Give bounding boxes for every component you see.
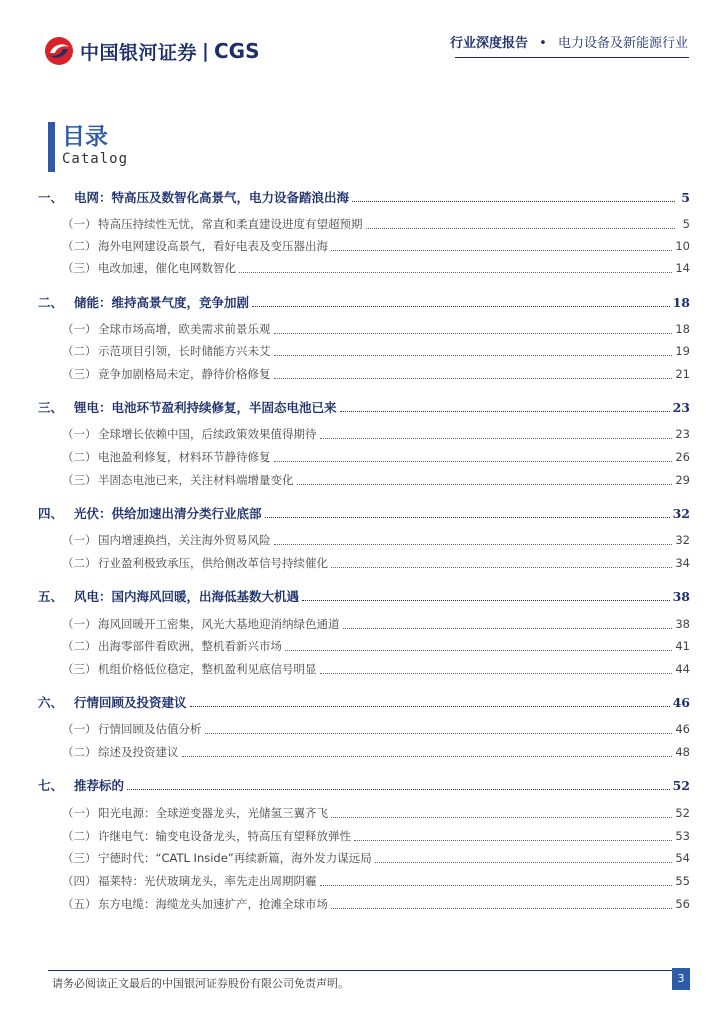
toc-leader-dots xyxy=(274,461,673,462)
toc-page-number: 53 xyxy=(675,829,690,843)
toc-title: 电网：特高压及数智化高景气，电力设备踏浪出海 xyxy=(74,190,350,205)
toc-page-number: 10 xyxy=(675,239,690,253)
toc-page-number: 48 xyxy=(675,745,690,759)
toc-section[interactable] xyxy=(38,504,690,522)
toc-page-number: 52 xyxy=(675,806,690,820)
toc-number: （三） xyxy=(62,473,97,487)
toc-number: （三） xyxy=(62,261,97,275)
header-divider xyxy=(455,57,689,58)
toc-subsection[interactable] xyxy=(38,260,690,276)
toc-title: 全球市场高增，欧美需求前景乐观 xyxy=(98,322,271,336)
toc-subsection[interactable] xyxy=(38,216,690,232)
toc-number: （一） xyxy=(62,322,97,336)
toc-title: 宁德时代：“CATL Inside”再续新篇，海外发力谋远局 xyxy=(98,851,372,865)
toc-section[interactable] xyxy=(38,188,690,206)
toc-number: （二） xyxy=(62,745,97,759)
toc-title: 海外电网建设高景气，看好电表及变压器出海 xyxy=(98,239,328,253)
toc-subsection[interactable] xyxy=(38,896,690,912)
toc-title: 储能：维持高景气度，竞争加剧 xyxy=(74,295,250,310)
toc-number: （三） xyxy=(62,662,97,676)
toc-title: 行业盈利极致承压，供给侧改革信号持续催化 xyxy=(98,556,328,570)
toc-page-number: 56 xyxy=(675,897,690,911)
toc-number: （一） xyxy=(62,533,97,547)
toc-title: 许继电气：输变电设备龙头，特高压有望释放弹性 xyxy=(98,829,351,843)
cgs-logo xyxy=(44,36,259,66)
toc-page-number: 38 xyxy=(672,589,690,604)
toc-section[interactable] xyxy=(38,587,690,605)
toc-page-number: 21 xyxy=(675,367,690,381)
toc-leader-dots xyxy=(354,840,672,841)
toc-page-number: 34 xyxy=(675,556,690,570)
brand-name: 中国银河证券 xyxy=(80,41,198,64)
toc-number: （二） xyxy=(62,450,97,464)
toc-page-number: 18 xyxy=(675,322,690,336)
toc-title: 电池盈利修复，材料环节静待修复 xyxy=(98,450,271,464)
toc-number: （一） xyxy=(62,427,97,441)
toc-subsection[interactable] xyxy=(38,366,690,382)
toc-leader-dots xyxy=(274,355,673,356)
toc-page-number: 41 xyxy=(675,639,690,653)
toc-number: （三） xyxy=(62,851,97,865)
toc-page-number: 19 xyxy=(675,344,690,358)
toc-title: 半固态电池已来，关注材料端增量变化 xyxy=(98,473,294,487)
toc-subsection[interactable] xyxy=(38,873,690,889)
toc-leader-dots xyxy=(320,885,673,886)
toc-subsection[interactable] xyxy=(38,744,690,760)
toc-number: 二、 xyxy=(38,295,64,310)
toc-leader-dots xyxy=(297,484,673,485)
brand-abbr: CGS xyxy=(213,39,260,63)
toc-number: （一） xyxy=(62,217,97,231)
toc-page-number: 54 xyxy=(675,851,690,865)
toc-leader-dots xyxy=(274,378,673,379)
toc-title: 出海零部件看欧洲，整机看新兴市场 xyxy=(98,639,282,653)
toc-leader-dots xyxy=(190,706,670,707)
toc-number: （三） xyxy=(62,367,97,381)
toc-title: 示范项目引领，长时储能方兴未艾 xyxy=(98,344,271,358)
toc-page-number: 38 xyxy=(675,617,690,631)
toc-leader-dots xyxy=(239,272,672,273)
cgs-logo-icon xyxy=(44,36,74,66)
toc-subsection[interactable] xyxy=(38,638,690,654)
page-header xyxy=(0,0,724,80)
toc-subsection[interactable] xyxy=(38,850,690,866)
toc-subsection[interactable] xyxy=(38,555,690,571)
disclaimer-text: 请务必阅读正文最后的中国银河证券股份有限公司免责声明。 xyxy=(52,977,349,990)
toc-page-number: 29 xyxy=(675,473,690,487)
toc-page-number: 26 xyxy=(675,450,690,464)
footer-divider xyxy=(48,970,688,971)
toc-page-number: 46 xyxy=(672,695,690,710)
toc-number: 六、 xyxy=(38,695,64,710)
toc-leader-dots xyxy=(320,673,673,674)
toc-title: 阳光电源：全球逆变器龙头，光储氢三翼齐飞 xyxy=(98,806,328,820)
toc-subsection[interactable] xyxy=(38,472,690,488)
toc-section[interactable] xyxy=(38,293,690,311)
page-number: 3 xyxy=(672,968,690,990)
toc-number: 五、 xyxy=(38,589,64,604)
toc-subsection[interactable] xyxy=(38,661,690,677)
toc-leader-dots xyxy=(352,201,675,202)
toc-subsection[interactable] xyxy=(38,238,690,254)
toc-page-number: 52 xyxy=(672,778,690,793)
toc-title: 竞争加剧格局未定，静待价格修复 xyxy=(98,367,271,381)
toc-leader-dots xyxy=(320,438,673,439)
toc-page-number: 23 xyxy=(675,427,690,441)
toc-section[interactable] xyxy=(38,693,690,711)
toc-leader-dots xyxy=(340,411,670,412)
toc-number: （二） xyxy=(62,239,97,253)
toc-section[interactable] xyxy=(38,776,690,794)
toc-title: 特高压持续性无忧，常直和柔直建设进度有望超预期 xyxy=(98,217,363,231)
brand-separator: | xyxy=(202,40,209,62)
toc-leader-dots xyxy=(375,862,673,863)
toc-leader-dots xyxy=(205,733,673,734)
toc-page-number: 32 xyxy=(675,533,690,547)
toc-leader-dots xyxy=(127,789,670,790)
toc-number: （二） xyxy=(62,344,97,358)
toc-page-number: 55 xyxy=(675,874,690,888)
toc-title: 行情回顾及估值分析 xyxy=(98,722,202,736)
catalog-accent-bar xyxy=(48,122,55,172)
catalog-title: 目录 xyxy=(62,123,108,150)
toc-title: 风电：国内海风回暖，出海低基数大机遇 xyxy=(74,589,300,604)
toc-number: 三、 xyxy=(38,400,64,415)
toc-subsection[interactable] xyxy=(38,426,690,442)
toc-title: 机组价格低位稳定，整机盈利见底信号明显 xyxy=(98,662,317,676)
toc-subsection[interactable] xyxy=(38,616,690,632)
toc-number: 四、 xyxy=(38,506,64,521)
toc-page-number: 5 xyxy=(682,217,690,231)
toc-subsection[interactable] xyxy=(38,721,690,737)
toc-number: （二） xyxy=(62,639,97,653)
toc-leader-dots xyxy=(182,756,673,757)
toc-leader-dots xyxy=(366,228,676,229)
toc-title: 综述及投资建议 xyxy=(98,745,179,759)
toc-page-number: 46 xyxy=(675,722,690,736)
toc-title: 推荐标的 xyxy=(74,778,125,793)
toc-number: 七、 xyxy=(38,778,64,793)
toc-number: （二） xyxy=(62,556,97,570)
toc-leader-dots xyxy=(285,650,672,651)
toc-page-number: 23 xyxy=(672,400,690,415)
toc-leader-dots xyxy=(274,333,673,334)
separator-dot: • xyxy=(539,36,547,51)
toc-title: 光伏：供给加速出清分类行业底部 xyxy=(74,506,262,521)
toc-number: （四） xyxy=(62,874,97,888)
toc-subsection[interactable] xyxy=(38,805,690,821)
toc-title: 福莱特：光伏玻璃龙头，率先走出周期阴霾 xyxy=(98,874,317,888)
toc-title: 全球增长依赖中国，后续政策效果值得期待 xyxy=(98,427,317,441)
toc-section[interactable] xyxy=(38,398,690,416)
catalog-subtitle: Catalog xyxy=(62,151,129,167)
toc-leader-dots xyxy=(274,544,673,545)
toc-number: （二） xyxy=(62,829,97,843)
toc-title: 东方电缆：海缆龙头加速扩产，抢滩全球市场 xyxy=(98,897,328,911)
industry-name: 电力设备及新能源行业 xyxy=(557,36,688,51)
toc-subsection[interactable] xyxy=(38,343,690,359)
toc-page-number: 18 xyxy=(672,295,690,310)
report-type: 行业深度报告 xyxy=(450,36,529,51)
toc-page-number: 5 xyxy=(681,190,690,205)
toc-leader-dots xyxy=(302,600,670,601)
report-category xyxy=(450,32,688,51)
toc-title: 行情回顾及投资建议 xyxy=(74,695,187,710)
toc-leader-dots xyxy=(331,250,672,251)
toc-leader-dots xyxy=(331,567,672,568)
toc-number: （一） xyxy=(62,806,97,820)
toc-leader-dots xyxy=(265,517,670,518)
toc-number: （一） xyxy=(62,617,97,631)
toc-title: 海风回暖开工密集，风光大基地迎消纳绿色通道 xyxy=(98,617,340,631)
toc-subsection[interactable] xyxy=(38,828,690,844)
toc-page-number: 44 xyxy=(675,662,690,676)
toc-leader-dots xyxy=(343,628,673,629)
toc-leader-dots xyxy=(331,817,672,818)
toc-page-number: 32 xyxy=(672,506,690,521)
toc-number: （一） xyxy=(62,722,97,736)
toc-page-number: 14 xyxy=(675,261,690,275)
toc-number: （五） xyxy=(62,897,97,911)
toc-title: 锂电：电池环节盈利持续修复，半固态电池已来 xyxy=(74,400,337,415)
toc-title: 国内增速换挡，关注海外贸易风险 xyxy=(98,533,271,547)
toc-subsection[interactable] xyxy=(38,532,690,548)
toc-subsection[interactable] xyxy=(38,321,690,337)
toc-subsection[interactable] xyxy=(38,449,690,465)
toc-number: 一、 xyxy=(38,190,64,205)
toc-title: 电改加速，催化电网数智化 xyxy=(98,261,236,275)
toc-leader-dots xyxy=(252,306,670,307)
toc-leader-dots xyxy=(331,908,672,909)
